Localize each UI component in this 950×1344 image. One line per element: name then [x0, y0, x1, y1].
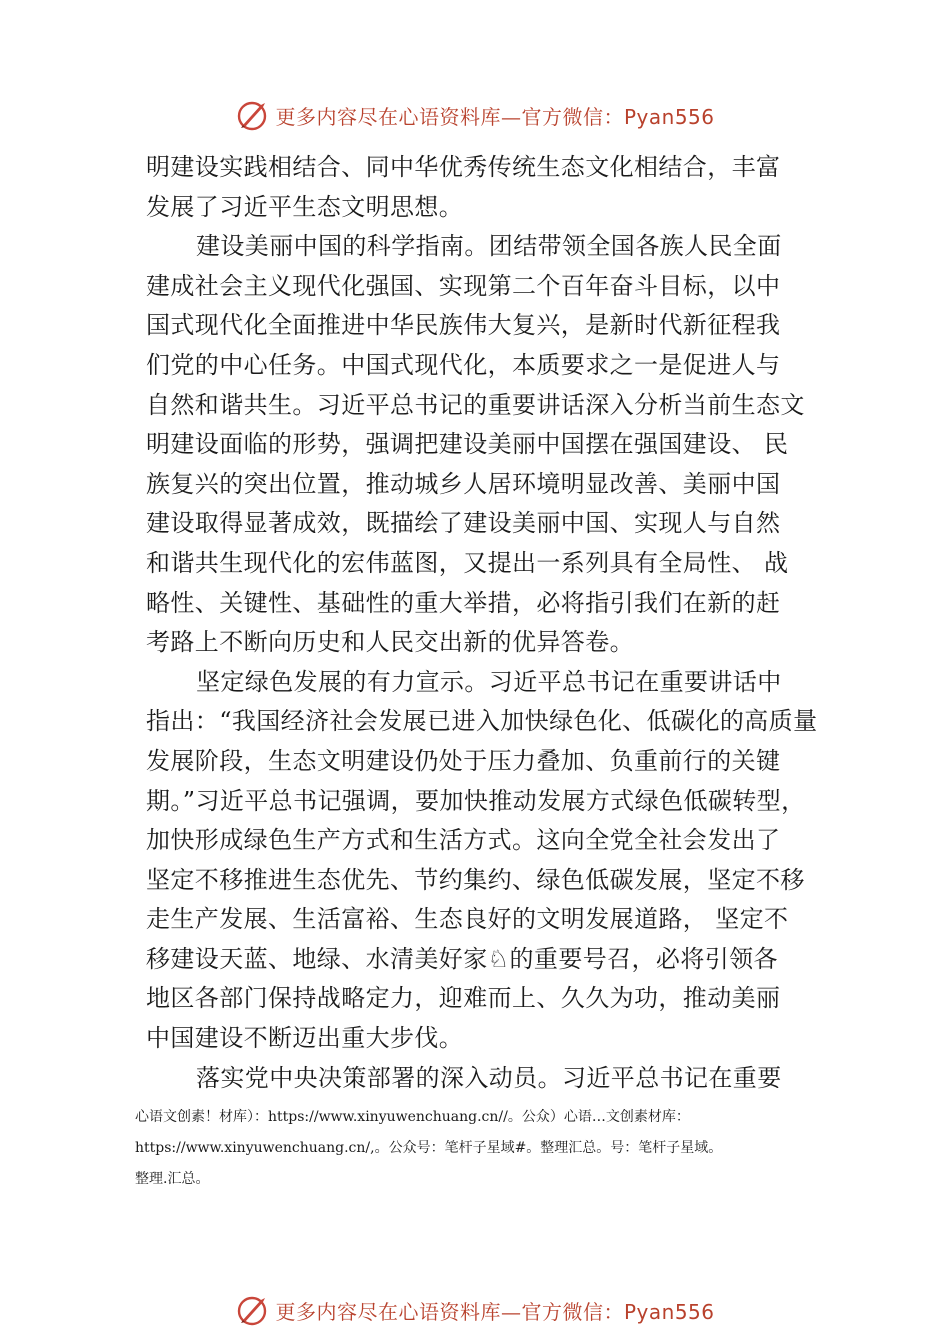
- notice-line: 整理.汇总。: [135, 1171, 210, 1187]
- text-line: 建成社会主义现代化强国、实现第二个百年奋斗目标，以中: [146, 271, 781, 300]
- text-line: 走生产发展、生活富裕、生态良好的文明发展道路， 坚定不: [146, 905, 789, 934]
- text-line: 略性、关键性、基础性的重大举措，必将指引我们在新的赶: [146, 588, 781, 617]
- text-line: 明建设面临的形势，强调把建设美丽中国摆在强国建设、 民: [146, 430, 789, 459]
- paragraph: [146, 1059, 826, 1099]
- text-line: 建设美丽中国的科学指南。团结带领全国各族人民全面: [196, 232, 782, 261]
- text-line: 们党的中心任务。中国式现代化，本质要求之一是促进人与: [146, 350, 781, 379]
- paragraph: [146, 663, 826, 1059]
- footer-banner-text: [275, 1296, 714, 1325]
- pen-logo-icon: [235, 97, 271, 133]
- footer-banner: [0, 1290, 950, 1330]
- text-line: 国式现代化全面推进中华民族伟大复兴，是新时代新征程我: [146, 311, 781, 340]
- text-line: 考路上不断向历史和人民交出新的优异答卷。: [146, 628, 634, 657]
- notice-line: https://www.xinyuwenchuang.cn/,。公众号：笔杆子星域#。整理汇总。号：笔杆子星域。: [135, 1140, 723, 1156]
- footer-banner-label: 更多内容尽在心语资料库—官方微信：: [275, 1299, 624, 1324]
- paragraph: [146, 148, 826, 227]
- header-banner-id: Pyan556: [623, 104, 715, 129]
- notice-line: 心语文创素！材库）：https://www.xinyuwenchuang.cn//。公众）心语…文创素材库：: [135, 1109, 690, 1125]
- text-line: 发展阶段，生态文明建设仍处于压力叠加、负重前行的关键: [146, 746, 781, 775]
- header-banner-label: 更多内容尽在心语资料库—官方微信：: [275, 104, 624, 129]
- pen-logo-icon: [235, 1292, 271, 1328]
- text-line: 坚定绿色发展的有力宣示。习近平总书记在重要讲话中: [196, 667, 782, 696]
- header-banner-text: [275, 101, 714, 130]
- footer-banner-id: Pyan556: [623, 1299, 715, 1324]
- text-line: 坚定不移推进生态优先、节约集约、绿色低碳发展，坚定不移: [146, 865, 805, 894]
- text-line: 移建设天蓝、地绿、水清美好家♘的重要号召，必将引领各: [146, 944, 778, 973]
- text-line: 落实党中央决策部署的深入动员。习近平总书记在重要: [196, 1063, 782, 1092]
- text-line: 期。”习近平总书记强调，要加快推动发展方式绿色低碳转型，: [146, 786, 806, 815]
- paragraph: [146, 227, 826, 663]
- text-line: 指出：“我国经济社会发展已进入加快绿色化、低碳化的高质量: [146, 707, 818, 736]
- text-line: 地区各部门保持战略定力，迎难而上、久久为功，推动美丽: [146, 984, 781, 1013]
- text-line: 明建设实践相结合、同中华优秀传统生态文化相结合，丰富: [146, 153, 781, 181]
- header-banner: [0, 95, 950, 135]
- source-notice: [135, 1102, 835, 1195]
- text-line: 中国建设不断迈出重大步伐。: [146, 1024, 464, 1053]
- text-line: 建设取得显著成效，既描绘了建设美丽中国、实现人与自然: [146, 509, 781, 538]
- text-line: 加快形成绿色生产方式和生活方式。这向全党全社会发出了: [146, 826, 781, 855]
- text-line: 发展了习近平生态文明思想。: [146, 192, 464, 221]
- article-body: [146, 148, 826, 1098]
- text-line: 和谐共生现代化的宏伟蓝图，又提出一系列具有全局性、 战: [146, 548, 789, 577]
- text-line: 族复兴的突出位置，推动城乡人居环境明显改善、美丽中国: [146, 469, 781, 498]
- text-line: 自然和谐共生。习近平总书记的重要讲话深入分析当前生态文: [146, 390, 805, 419]
